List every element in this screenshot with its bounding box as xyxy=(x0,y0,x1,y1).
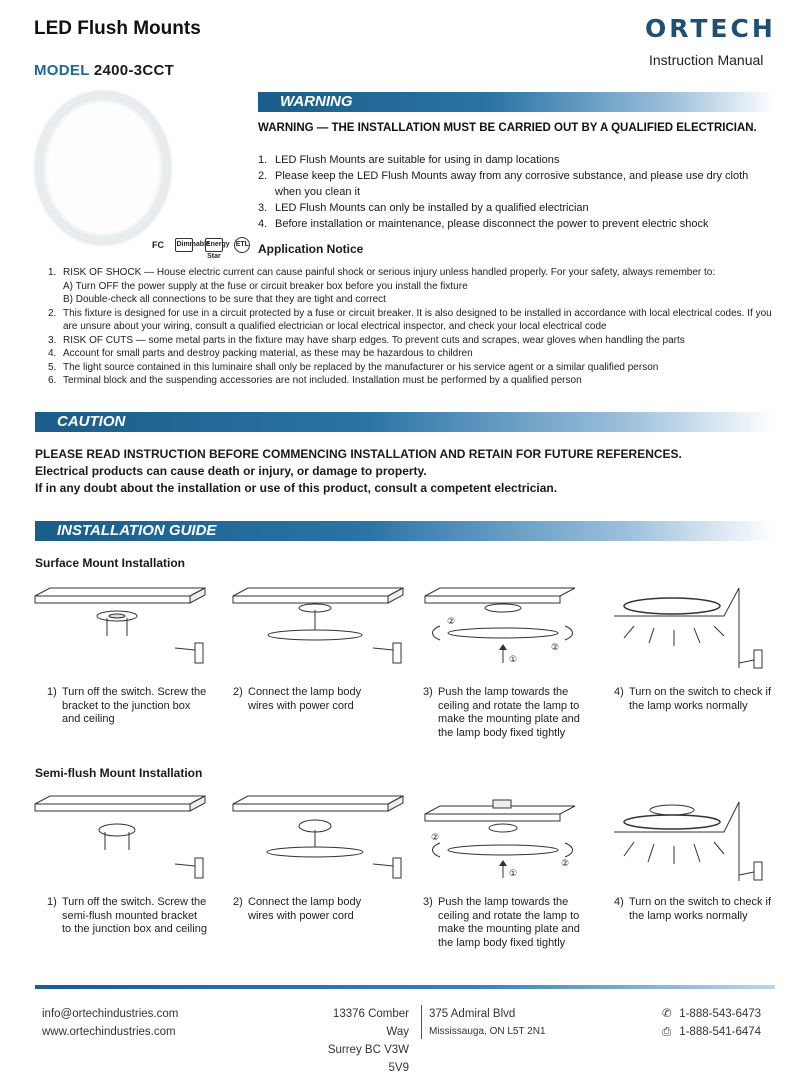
surface-mount-title: Surface Mount Installation xyxy=(35,556,186,570)
dimmable-logo: Dimmable xyxy=(175,238,193,252)
rotate-marker: ② xyxy=(447,617,456,627)
surface-step-3: 3) Push the lamp towards the ceiling and rotate the lamp to make the mounting plate and the lamp body fixed tightly xyxy=(423,686,580,739)
surface-step-1: 1) Turn off the switch. Screw the bracket to the junction box and ceiling xyxy=(47,686,207,725)
model-label: MODEL xyxy=(34,62,90,79)
fcc-logo: FC xyxy=(152,239,164,250)
product-image xyxy=(36,92,170,244)
semiflush-step-1-diagram xyxy=(35,796,210,881)
semiflush-step-2: 2) Connect the lamp body wires with power cord xyxy=(233,896,362,922)
phone-icon: ✆ xyxy=(662,1008,672,1020)
list-item: 3. LED Flush Mounts can only be installed by a qualified electrician xyxy=(258,202,589,214)
semiflush-step-1: 1) Turn off the switch. Screw the semi-flush mounted bracket to the junction box and ceiling xyxy=(47,896,207,935)
caution-banner-label: CAUTION xyxy=(57,413,126,430)
footer-address-2 xyxy=(429,1005,546,1041)
page-title: LED Flush Mounts xyxy=(34,18,201,39)
list-item: 1. LED Flush Mounts are suitable for using in damp locations xyxy=(258,154,560,166)
certification-logos xyxy=(152,236,257,260)
application-notice-list xyxy=(48,266,788,388)
etl-logo: ETL xyxy=(234,237,250,253)
list-item: 4. Before installation or maintenance, please disconnect the power to prevent electric shock xyxy=(258,218,709,230)
semiflush-step-4: 4) Turn on the switch to check if the lamp works normally xyxy=(614,896,772,922)
rotate-marker: ② xyxy=(551,643,560,653)
sub-item: A) Turn OFF the power supply at the fuse or circuit breaker box before you install the fixture xyxy=(63,280,468,292)
rotate-marker: ② xyxy=(431,833,440,843)
surface-step-4: 4) Turn on the switch to check if the lamp works normally xyxy=(614,686,772,712)
semiflush-step-4-diagram xyxy=(614,796,774,884)
semiflush-step-3-diagram xyxy=(425,796,600,881)
email-link[interactable]: info@ortechindustries.com xyxy=(42,1008,179,1020)
energy-star-logo: Energy Star xyxy=(205,238,223,252)
brand-logo: ORTECH xyxy=(645,14,776,43)
fax-icon: ⎙ xyxy=(662,1026,672,1038)
address-line: Surrey BC V3W 5V9 xyxy=(327,1044,409,1074)
list-item: 2. Please keep the LED Flush Mounts away from any corrosive substance, and please use dry cloth when you clean it xyxy=(258,170,749,198)
address-line: 13376 Comber Way xyxy=(332,1008,409,1038)
surface-step-4-diagram xyxy=(614,588,774,673)
surface-step-1-diagram xyxy=(35,588,210,673)
caution-line: If in any doubt about the installation or use of this product, consult a competent electrician. xyxy=(35,481,558,495)
semiflush-step-2-diagram xyxy=(233,796,408,881)
list-item: 1. RISK OF SHOCK — House electric current can cause painful shock or serious injury unless handled properly. For your safety, always remember to: A) Turn OFF the power supply at the fuse or circuit breaker box before you install the fixture B) Double-check all connections to be sure that they are tight and correct xyxy=(48,267,716,305)
surface-step-2: 2) Connect the lamp body wires with power cord xyxy=(233,686,362,712)
list-item: 2. This fixture is designed for use in a circuit protected by a fuse or circuit breaker. It is also designed to be installed in accordance with local electrical codes. If you are unsure about your wiring, consult a qualified electrician or local electrical inspector, and check your local electrical code xyxy=(48,307,772,332)
caution-banner xyxy=(35,412,775,432)
warning-headline: WARNING — THE INSTALLATION MUST BE CARRIED OUT BY A QUALIFIED ELECTRICIAN. xyxy=(258,122,757,134)
model-number: 2400-3CCT xyxy=(93,62,175,79)
warning-banner xyxy=(258,92,775,112)
address-separator xyxy=(421,1005,422,1039)
push-marker: ① xyxy=(509,869,518,879)
list-item: 6. Terminal block and the suspending accessories are not included. Installation must be performed by a qualified person xyxy=(48,375,582,386)
footer-address-1 xyxy=(309,1005,409,1077)
installation-banner-label: INSTALLATION GUIDE xyxy=(57,522,217,539)
sub-item: B) Double-check all connections to be sure that they are tight and correct xyxy=(63,294,386,305)
footer-contact xyxy=(42,1005,178,1041)
push-marker: ① xyxy=(509,655,518,665)
application-notice-title: Application Notice xyxy=(258,242,364,256)
fax-number: 1-888-541-6474 xyxy=(679,1026,762,1038)
rotate-marker: ② xyxy=(561,859,570,869)
model-heading xyxy=(34,62,174,79)
warning-banner-label: WARNING xyxy=(280,93,353,110)
list-item: 4. Account for small parts and destroy packing material, as these may be hazardous to children xyxy=(48,348,473,359)
phone-number: 1-888-543-6473 xyxy=(679,1008,762,1020)
list-item: 5. The light source contained in this luminaire shall only be replaced by the manufacturer or his service agent or a similar qualified person xyxy=(48,361,659,373)
address-line: 375 Admiral Blvd xyxy=(429,1008,516,1020)
address-line: Mississauga, ON L5T 2N1 xyxy=(429,1026,546,1037)
surface-step-2-diagram xyxy=(233,588,408,673)
semiflush-step-3: 3) Push the lamp towards the ceiling and rotate the lamp to make the mounting plate and the lamp body fixed tightly xyxy=(423,896,580,949)
warning-list xyxy=(258,152,758,232)
list-item: 3. RISK OF CUTS — some metal parts in the fixture may have sharp edges. To prevent cuts and scrapes, wear gloves when handling the parts xyxy=(48,334,685,346)
document-subtitle: Instruction Manual xyxy=(649,52,764,68)
surface-step-3-diagram xyxy=(425,588,600,673)
semiflush-mount-title: Semi-flush Mount Installation xyxy=(35,766,203,780)
footer-divider xyxy=(35,985,775,989)
installation-banner xyxy=(35,521,775,541)
caution-line: Electrical products can cause death or injury, or damage to property. xyxy=(35,464,427,478)
caution-line: PLEASE READ INSTRUCTION BEFORE COMMENCING INSTALLATION AND RETAIN FOR FUTURE REFERENCES. xyxy=(35,447,682,461)
footer-phones xyxy=(662,1005,761,1041)
website-link[interactable]: www.ortechindustries.com xyxy=(42,1026,176,1038)
caution-text xyxy=(35,446,682,497)
